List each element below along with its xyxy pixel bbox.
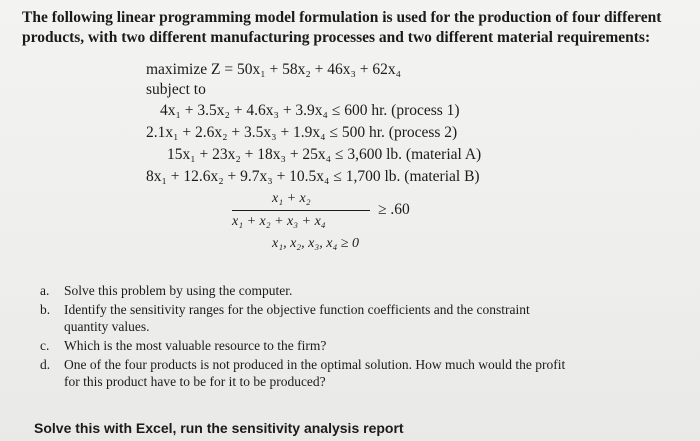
excel-instruction: Solve this with Excel, run the sensitivity analysis report [34, 420, 404, 436]
subject-to-label: subject to [146, 81, 206, 98]
fraction-bar [232, 210, 370, 211]
question-text: One of the four products is not produced in the optimal solution. How much would the profit [64, 357, 566, 372]
question-d [40, 356, 680, 390]
nonnegativity-constraint: x₁, x₂, x₃, x₄ ≥ 0 [272, 236, 360, 251]
question-letter: c. [40, 338, 50, 353]
ratio-denominator: x₁ + x₂ + x₃ + x₄ [232, 214, 326, 229]
question-text: Which is the most valuable resource to the firm? [64, 338, 327, 353]
question-text: quantity values. [64, 319, 150, 334]
constraint-process-1: 4x₁ + 3.5x₂ + 4.6x₃ + 3.9x₄ ≤ 600 hr. (process 1) [160, 102, 460, 119]
constraint-process-2: 2.1x₁ + 2.6x₂ + 3.5x₃ + 1.9x₄ ≤ 500 hr. (process 2) [146, 124, 458, 141]
question-a [40, 282, 680, 299]
objective-function: maximize Z = 50x₁ + 58x₂ + 46x₃ + 62x₄ [146, 61, 402, 78]
question-letter: b. [40, 302, 51, 317]
ratio-numerator: x₁ + x₂ [272, 191, 311, 206]
question-text: Solve this problem by using the computer. [64, 283, 293, 298]
question-text: for this product have to be for it to be produced? [64, 374, 326, 389]
constraint-material-a: 15x₁ + 23x₂ + 18x₃ + 25x₄ ≤ 3,600 lb. (material A) [167, 146, 482, 163]
question-list [40, 282, 680, 392]
ratio-rhs: ≥ .60 [378, 201, 410, 218]
intro-line-1: The following linear programming model formulation is used for the production of four different [22, 9, 662, 26]
constraint-material-b: 8x₁ + 12.6x₂ + 9.7x₃ + 10.5x₄ ≤ 1,700 lb. (material B) [146, 168, 480, 185]
question-text: Identify the sensitivity ranges for the objective function coefficients and the constraint [64, 302, 530, 317]
question-b [40, 301, 680, 335]
intro-line-2: products, with two different manufacturing processes and two different material requirements: [22, 29, 651, 46]
question-c [40, 337, 680, 354]
question-letter: a. [40, 283, 50, 298]
question-letter: d. [40, 357, 51, 372]
